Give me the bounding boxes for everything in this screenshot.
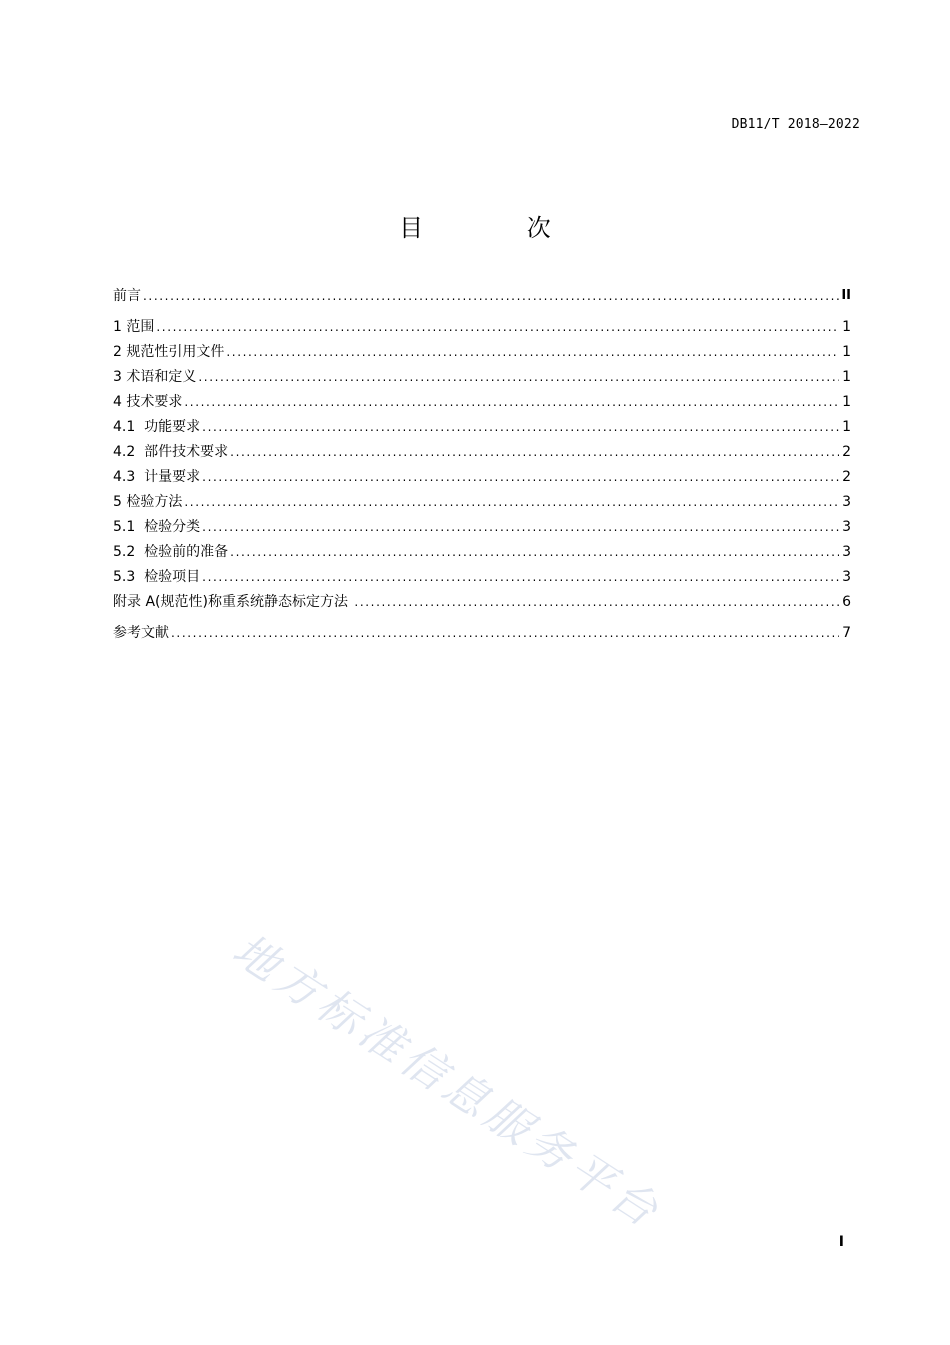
toc-dot-leader xyxy=(202,518,839,536)
toc-entry-label: 3 术语和定义 xyxy=(113,369,197,385)
toc-dot-leader xyxy=(202,418,839,436)
toc-dot-leader xyxy=(354,593,839,611)
toc-entry-page: 2 xyxy=(842,469,851,485)
toc-dot-leader xyxy=(230,543,839,561)
document-code: DB11/T 2018—2022 xyxy=(731,117,860,132)
toc-entry-label: 5.1 检验分类 xyxy=(113,519,201,535)
toc-entry-label: 2 规范性引用文件 xyxy=(113,344,225,360)
toc-entry-test-items[interactable] xyxy=(113,568,851,586)
toc-dot-leader xyxy=(184,393,839,411)
toc-dot-leader xyxy=(202,568,839,586)
toc-entry-label: 4.3 计量要求 xyxy=(113,469,201,485)
toc-entry-page: 3 xyxy=(842,519,851,535)
toc-entry-page: 2 xyxy=(842,444,851,460)
toc-entry-page: 1 xyxy=(842,369,851,385)
toc-entry-page: 1 xyxy=(842,319,851,335)
toc-entry-metrology-requirements[interactable] xyxy=(113,468,851,486)
toc-dot-leader xyxy=(202,468,839,486)
toc-entry-label: 附录 A(规范性)称重系统静态标定方法 xyxy=(113,594,353,610)
toc-entry-foreword[interactable] xyxy=(113,287,851,305)
toc-entry-appendix-a[interactable] xyxy=(113,593,851,611)
toc-dot-leader xyxy=(230,443,839,461)
toc-entry-page: 3 xyxy=(842,494,851,510)
toc-dot-leader xyxy=(226,343,839,361)
toc-entry-page: 7 xyxy=(842,625,851,641)
toc-entry-functional-requirements[interactable] xyxy=(113,418,851,436)
table-of-contents xyxy=(113,287,851,642)
toc-entry-label: 4.1 功能要求 xyxy=(113,419,201,435)
toc-entry-normative-references[interactable] xyxy=(113,343,851,361)
toc-entry-page: 1 xyxy=(842,394,851,410)
toc-entry-label: 5 检验方法 xyxy=(113,494,183,510)
toc-entry-terms[interactable] xyxy=(113,368,851,386)
toc-entry-page: 3 xyxy=(842,569,851,585)
toc-entry-label: 4 技术要求 xyxy=(113,394,183,410)
toc-entry-test-methods[interactable] xyxy=(113,493,851,511)
toc-dot-leader xyxy=(156,318,839,336)
page-title: 目 次 xyxy=(399,214,599,242)
toc-entry-scope[interactable] xyxy=(113,318,851,336)
toc-entry-component-requirements[interactable] xyxy=(113,443,851,461)
toc-entry-test-preparation[interactable] xyxy=(113,543,851,561)
toc-entry-label: 4.2 部件技术要求 xyxy=(113,444,229,460)
toc-entry-page: 3 xyxy=(842,544,851,560)
toc-entry-page: 6 xyxy=(842,594,851,610)
toc-dot-leader xyxy=(184,493,839,511)
toc-dot-leader xyxy=(143,287,839,305)
toc-entry-page: 1 xyxy=(842,419,851,435)
toc-entry-label: 5.3 检验项目 xyxy=(113,569,201,585)
toc-entry-label: 5.2 检验前的准备 xyxy=(113,544,229,560)
toc-entry-page: II xyxy=(841,288,851,303)
toc-entry-test-classification[interactable] xyxy=(113,518,851,536)
toc-entry-label: 前言 xyxy=(113,288,141,304)
toc-dot-leader xyxy=(171,624,839,642)
toc-entry-page: 1 xyxy=(842,344,851,360)
toc-entry-technical-requirements[interactable] xyxy=(113,393,851,411)
toc-dot-leader xyxy=(198,368,839,386)
watermark-text: 地方标准信息服务平台 xyxy=(223,924,671,1240)
toc-entry-label: 1 范围 xyxy=(113,319,155,335)
page-number: I xyxy=(838,1234,844,1250)
toc-entry-label: 参考文献 xyxy=(113,625,169,641)
toc-entry-bibliography[interactable] xyxy=(113,624,851,642)
